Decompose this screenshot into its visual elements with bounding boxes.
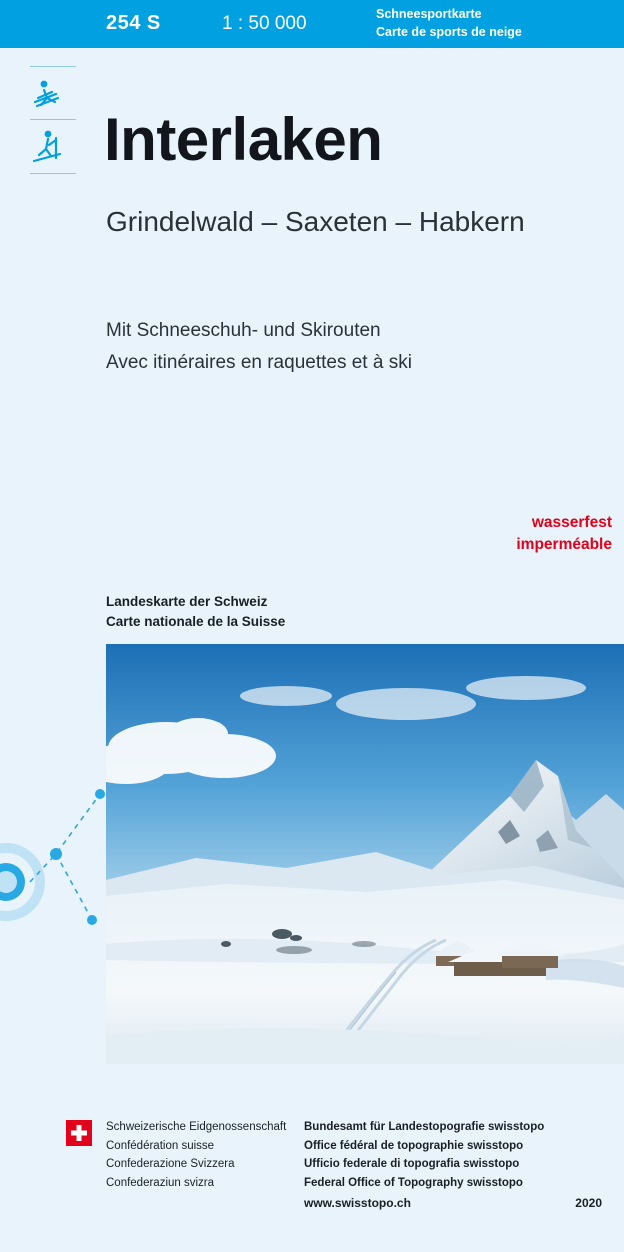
activity-icon-column xyxy=(30,66,76,174)
route-note-fr: Avec itinéraires en raquettes et à ski xyxy=(106,352,412,373)
series-title-de: Schneesportkarte xyxy=(376,7,482,21)
office-line-en: Federal Office of Topography swisstopo xyxy=(304,1176,523,1189)
office-block xyxy=(304,1118,544,1193)
office-line-de: Bundesamt für Landestopografie swisstopo xyxy=(304,1121,545,1133)
office-line-it: Ufficio federale di topografia swisstopo xyxy=(304,1158,520,1171)
waterproof-badge xyxy=(516,512,612,557)
skier-icon-box xyxy=(30,120,76,174)
swiss-flag-icon xyxy=(66,1120,92,1146)
cover-photo-illustration xyxy=(106,644,624,1064)
sheet-number: 254 S xyxy=(106,12,161,34)
confederation-line-rm: Confederaziun svizra xyxy=(106,1176,215,1189)
route-note-de: Mit Schneeschuh- und Skirouten xyxy=(106,320,381,341)
confederation-line-it: Confederazione Svizzera xyxy=(106,1158,235,1171)
office-line-fr: Office fédéral de topographie swisstopo xyxy=(304,1139,524,1152)
page-subtitle: Grindelwald – Saxeten – Habkern xyxy=(106,206,525,237)
map-series-de: Landeskarte der Schweiz xyxy=(106,594,268,609)
header-bar xyxy=(0,0,624,48)
confederation-block xyxy=(106,1118,286,1193)
skier-icon xyxy=(30,120,76,174)
map-scale: 1 : 50 000 xyxy=(222,13,307,34)
waterproof-label-fr: imperméable xyxy=(516,536,612,554)
confederation-line-fr: Confédération suisse xyxy=(106,1139,215,1152)
series-title-fr: Carte de sports de neige xyxy=(376,25,522,39)
page-title: Interlaken xyxy=(104,106,383,173)
snowshoe-icon-box xyxy=(30,66,76,120)
website-link[interactable]: www.swisstopo.ch xyxy=(304,1196,411,1210)
edition-year: 2020 xyxy=(575,1196,602,1210)
confederation-line-de: Schweizerische Eidgenossenschaft xyxy=(106,1121,287,1133)
divider xyxy=(30,173,76,174)
map-series-fr: Carte nationale de la Suisse xyxy=(106,613,286,629)
route-decoration xyxy=(0,770,110,950)
waterproof-label-de: wasserfest xyxy=(531,514,612,531)
cover-photo xyxy=(106,644,624,1064)
map-series-name xyxy=(106,592,285,631)
snowshoe-icon xyxy=(30,66,76,120)
